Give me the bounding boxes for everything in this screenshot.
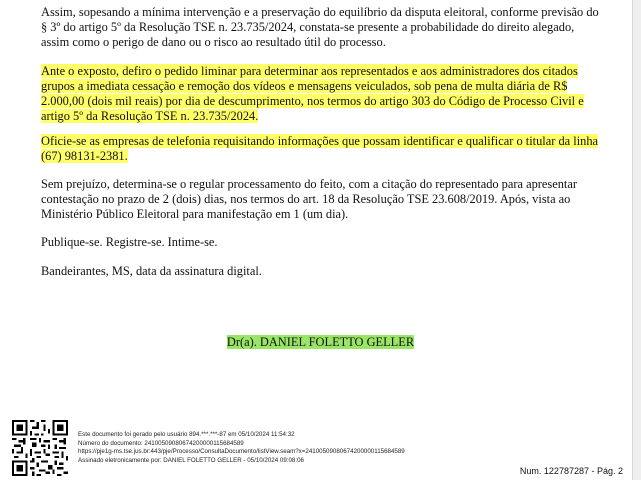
vertical-scrollbar[interactable] — [632, 0, 641, 480]
paragraph-telecom-order-text: Oficie-se as empresas de telefonia requisitando informações que possam identificar e qualificar o titular da linha (67) 98131-2381. — [41, 134, 599, 163]
qr-code — [12, 420, 68, 476]
paragraph-procedure — [41, 177, 601, 222]
paragraph-telecom-order — [41, 134, 601, 164]
paragraph-publish — [41, 235, 601, 250]
footer-doc-number: Número do documento: 24100509080674200000115684589 — [78, 439, 244, 447]
paragraph-publish-text: Publique-se. Registre-se. Intime-se. — [41, 235, 218, 249]
signer-name: Dr(a). DANIEL FOLETTO GELLER — [226, 335, 415, 349]
footer-signed-by: Assinado eletronicamente por: DANIEL FOLETTO GELLER - 05/10/2024 09:08:06 — [78, 456, 304, 464]
paragraph-decision — [41, 64, 601, 124]
paragraph-place-date-text: Bandeirantes, MS, data da assinatura digital. — [41, 264, 262, 278]
paragraph-place-date — [41, 264, 601, 279]
paragraph-reasoning — [41, 5, 601, 50]
footer-generated: Este documento foi gerado pelo usuário 894.***.***-87 em 05/10/2024 11:54:32 — [78, 431, 295, 438]
footer-url: https://pje1g-ms.tse.jus.br:443/pje/Processo/ConsultaDocumento/listView.seam?x=24100509080674200000115684589 — [78, 448, 405, 456]
document-footer — [78, 431, 498, 465]
paragraph-reasoning-text: Assim, sopesando a mínima intervenção e a preservação do equilíbrio da disputa eleitoral, conforme previsão do § 3º do artigo 5º da Resolução TSE n. 23.735/2024, constata-se presente a probabilidade do direito alegado, assim como o perigo de dano ou o risco ao resultado útil do processo. — [41, 5, 599, 49]
paragraph-decision-text: Ante o exposto, defiro o pedido liminar para determinar aos representados e aos administradores dos citados grupos a imediata cessação e remoção dos vídeos e mensagens veiculados, sob pena de multa diária de R$ 2.000,00 (dois mil reais) por dia de descumprimento, nos termos do artigo 303 do Código de Processo Civil e artigo 5º da Resolução TSE n. 23.735/2024. — [41, 64, 584, 123]
paragraph-procedure-text: Sem prejuízo, determina-se o regular processamento do feito, com a citação do representado para apresentar contestação no prazo de 2 (dois) dias, nos termos do art. 18 da Resolução TSE 23.608/2019. Após, vista ao Ministério Público Eleitoral para manifestação em 1 (um dia). — [41, 177, 578, 221]
page-reference: Num. 122787287 - Pág. 2 — [519, 466, 623, 476]
signer-block — [0, 335, 641, 350]
